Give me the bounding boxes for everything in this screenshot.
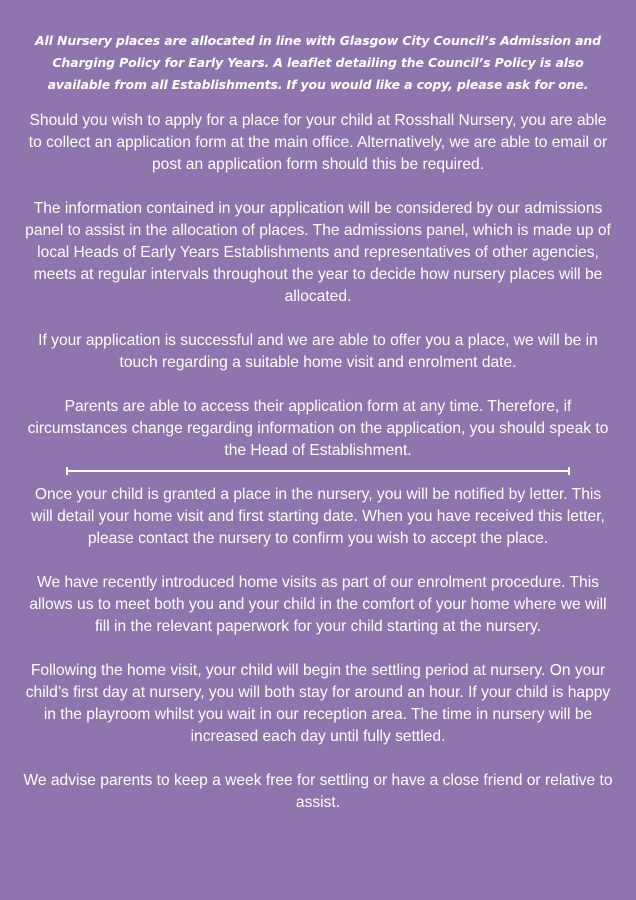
paragraph-week-free: We advise parents to keep a week free for settling or have a close friend or relative to assist. [23, 772, 613, 811]
section-divider [66, 470, 570, 472]
paragraph-access-application: Parents are able to access their application form at any time. Therefore, if circumstances change regarding information on the application, you should speak to the Head of Establishment. [27, 398, 609, 459]
paragraph-successful-application: If your application is successful and we are able to offer you a place, we will be in touch regarding a suitable home visit and enrolment date. [38, 332, 598, 371]
policy-intro: All Nursery places are allocated in line with Glasgow City Council’s Admission and Charging Policy for Early Years. A leaflet detailing the Council’s Policy is also available from all Establishments. If you would like a copy, please ask for one. [35, 33, 601, 92]
divider-left-cap [66, 467, 68, 475]
paragraph-place-granted: Once your child is granted a place in the nursery, you will be notified by letter. This will detail your home visit and first starting date. When you have received this letter, please contact the nursery to confirm you wish to accept the place. [31, 486, 605, 547]
paragraph-home-visits: We have recently introduced home visits as part of our enrolment procedure. This allows us to meet both you and your child in the comfort of your home where we will fill in the relevant paperwork for your child starting at the nursery. [29, 574, 607, 635]
paragraph-settling-period: Following the home visit, your child will begin the settling period at nursery. On your child’s first day at nursery, you will both stay for around an hour. If your child is happy in the playroom whilst you wait in our reception area. The time in nursery will be increased each day until fully settled. [25, 662, 611, 745]
divider-right-cap [568, 467, 570, 475]
paragraph-admissions-panel: The information contained in your application will be considered by our admissions panel to assist in the allocation of places. The admissions panel, which is made up of local Heads of Early Years Establishments and representatives of other agencies, meets at regular intervals throughout the year to decide how nursery places will be allocated. [25, 200, 611, 305]
paragraph-apply: Should you wish to apply for a place for your child at Rosshall Nursery, you are able to collect an application form at the main office. Alternatively, we are able to email or post an application form should this be required. [28, 112, 608, 173]
